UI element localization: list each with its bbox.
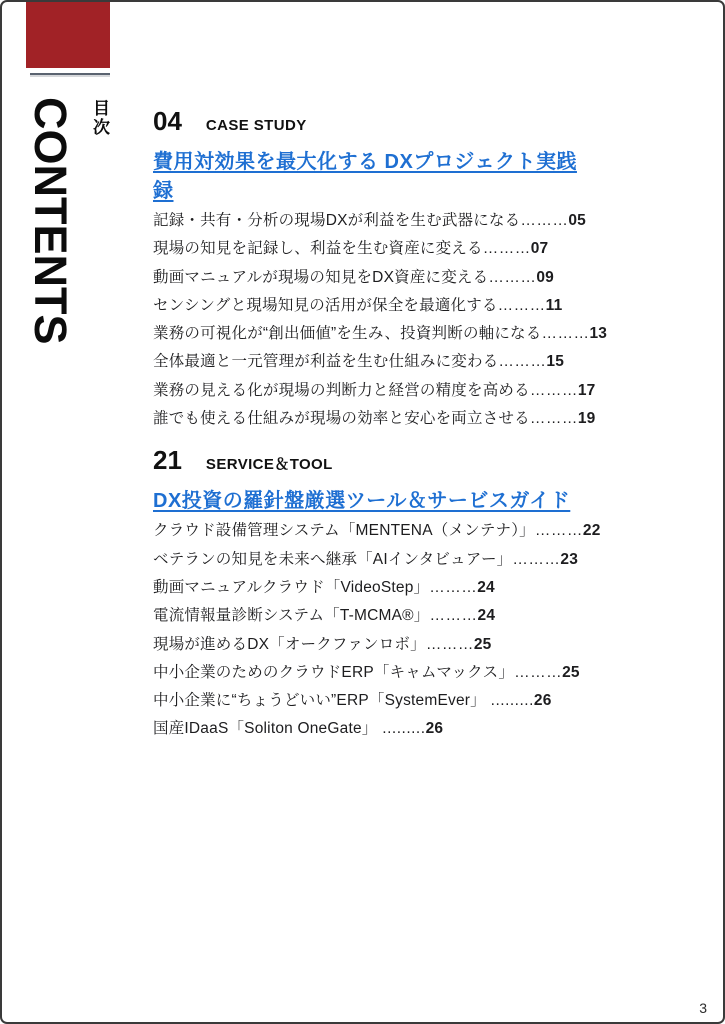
toc-entry-label: 電流情報量診断システム「T-MCMA®」 bbox=[153, 607, 430, 625]
toc-entry-dots: ……… bbox=[497, 296, 546, 314]
toc-entry-label: 中小企業に“ちょうどいい”ERP「SystemEver」 bbox=[153, 692, 486, 710]
toc-section-case-study bbox=[153, 105, 608, 433]
section-start-page: 21 bbox=[153, 445, 182, 476]
toc-entry-page: 07 bbox=[530, 240, 549, 258]
section-head bbox=[153, 444, 593, 481]
toc-entry bbox=[153, 320, 608, 348]
toc-entry-page: 19 bbox=[577, 410, 596, 428]
toc-entry-dots: ……… bbox=[429, 578, 478, 596]
toc-entry-label: 全体最適と一元管理が利益を生む仕組みに変わる bbox=[153, 353, 499, 371]
toc-entry-page: 23 bbox=[560, 550, 579, 568]
toc-entry-dots: ……… bbox=[529, 381, 578, 399]
section-start-page: 04 bbox=[153, 106, 182, 136]
toc-list bbox=[153, 207, 608, 433]
toc-entry-label: 中小企業のためのクラウドERP「キャムマックス」 bbox=[153, 663, 515, 681]
toc-list bbox=[153, 517, 601, 743]
toc-entry-dots: ……… bbox=[529, 410, 578, 428]
toc-entry-dots: ……… bbox=[520, 212, 569, 229]
toc-entry-dots: ……… bbox=[488, 268, 537, 286]
mokuji-label: 目次 bbox=[90, 99, 109, 137]
toc-entry bbox=[153, 348, 593, 376]
toc-entry-dots: ……… bbox=[429, 607, 478, 625]
toc-entry-page: 26 bbox=[425, 720, 444, 738]
toc-entry bbox=[153, 292, 593, 320]
toc-entry-page: 25 bbox=[562, 663, 580, 681]
toc-entry-dots: ……… bbox=[534, 522, 583, 540]
toc-entry bbox=[153, 377, 596, 405]
toc-entry bbox=[153, 405, 596, 433]
accent-red-block bbox=[26, 2, 110, 68]
toc-entry-label: 現場が進めるDX「オークファンロボ」 bbox=[153, 635, 426, 653]
toc-entry-dots: ……… bbox=[541, 325, 590, 343]
toc-entry-page: 15 bbox=[546, 353, 565, 371]
contents-vertical-title: CONTENTS bbox=[25, 97, 76, 345]
toc-entry-label: 動画マニュアルが現場の知見をDX資産に変える bbox=[153, 268, 489, 286]
section-head bbox=[153, 105, 593, 142]
toc-entry-label: 記録・共有・分析の現場DXが利益を生む武器になる bbox=[153, 212, 521, 229]
toc-entry-page: 13 bbox=[589, 325, 608, 343]
toc-entry bbox=[153, 715, 593, 743]
toc-entry-page: 11 bbox=[545, 296, 563, 314]
toc-entry-dots: ……… bbox=[425, 635, 474, 653]
toc-entry-page: 24 bbox=[477, 578, 495, 596]
toc-entry-dots: ……… bbox=[514, 663, 563, 681]
toc-entry-dots: ……… bbox=[512, 550, 561, 568]
header-rule-divider bbox=[30, 73, 110, 75]
toc-section-service-tool bbox=[153, 444, 601, 743]
section-category-label: CASE STUDY bbox=[205, 117, 307, 134]
section-heading-link[interactable]: DX投資の羅針盤厳選ツール＆サービスガイド bbox=[153, 490, 571, 513]
toc-entry bbox=[153, 659, 593, 687]
toc-entry-page: 05 bbox=[568, 212, 586, 229]
page-number: 3 bbox=[699, 1000, 707, 1016]
toc-entry-label: 国産IDaaS「Soliton OneGate」 bbox=[153, 720, 378, 738]
section-category-label: SERVICE＆TOOL bbox=[205, 456, 333, 474]
toc-entry-label: クラウド設備管理システム「MENTENA（メンテナ）」 bbox=[153, 522, 535, 540]
section-heading-link[interactable]: 費用対効果を最大化する DXプロジェクト実践録 bbox=[153, 151, 577, 202]
toc-entry bbox=[153, 546, 593, 574]
toc-entry-dots: ……… bbox=[498, 353, 547, 371]
toc-entry-page: 09 bbox=[536, 268, 554, 286]
toc-entry-dots: ......... bbox=[377, 720, 426, 738]
toc-main-column bbox=[153, 105, 608, 744]
toc-entry bbox=[153, 574, 593, 602]
toc-entry bbox=[153, 602, 593, 630]
toc-entry bbox=[153, 264, 593, 292]
toc-entry-page: 24 bbox=[477, 607, 496, 625]
toc-entry bbox=[153, 687, 593, 715]
toc-entry-dots: ......... bbox=[485, 692, 534, 710]
toc-entry-page: 26 bbox=[533, 692, 552, 710]
toc-entry-label: 誰でも使える仕組みが現場の効率と安心を両立させる bbox=[153, 410, 530, 428]
toc-entry-label: 業務の可視化が“創出価値”を生み、投資判断の軸になる bbox=[153, 325, 542, 343]
toc-entry bbox=[153, 235, 593, 263]
toc-entry-label: センシングと現場知見の活用が保全を最適化する bbox=[153, 296, 498, 314]
toc-entry-page: 17 bbox=[577, 381, 596, 399]
toc-entry-dots: ……… bbox=[482, 240, 531, 258]
toc-entry-label: 現場の知見を記録し、利益を生む資産に変える bbox=[153, 240, 483, 258]
toc-entry-page: 22 bbox=[582, 522, 601, 540]
toc-entry-label: 業務の見える化が現場の判断力と経営の精度を高める bbox=[153, 381, 530, 399]
toc-entry-page: 25 bbox=[473, 635, 492, 653]
toc-entry bbox=[153, 631, 593, 659]
toc-entry bbox=[153, 517, 601, 545]
toc-entry-label: 動画マニュアルクラウド「VideoStep」 bbox=[153, 578, 430, 596]
toc-entry bbox=[153, 207, 593, 235]
toc-entry-label: ベテランの知見を未来へ継承「AIインタビュアー」 bbox=[153, 550, 513, 568]
